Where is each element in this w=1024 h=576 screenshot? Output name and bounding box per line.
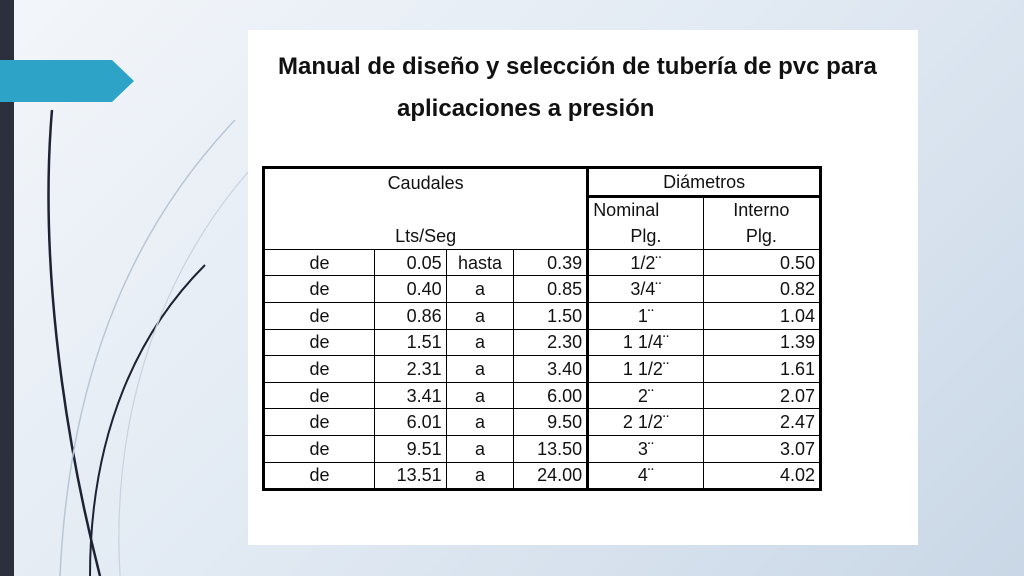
cell-de: de: [264, 356, 375, 383]
cell-nominal: 1 1/2¨: [588, 356, 703, 383]
cell-interno: 0.82: [703, 276, 820, 303]
table-row: [264, 409, 821, 436]
header-spacer: [264, 196, 588, 223]
cell-separator: a: [446, 462, 514, 490]
cell-from: 2.31: [374, 356, 446, 383]
cell-interno: 1.39: [703, 329, 820, 356]
cell-separator: a: [446, 382, 514, 409]
cell-from: 3.41: [374, 382, 446, 409]
cell-to: 2.30: [514, 329, 588, 356]
cell-to: 13.50: [514, 435, 588, 462]
cell-separator: a: [446, 329, 514, 356]
cell-from: 0.86: [374, 302, 446, 329]
header-nominal: Nominal: [588, 196, 703, 223]
cell-to: 9.50: [514, 409, 588, 436]
cell-separator: a: [446, 356, 514, 383]
pipe-sizing-table: [262, 166, 822, 491]
cell-nominal: 1 1/4¨: [588, 329, 703, 356]
cell-nominal: 1/2¨: [588, 249, 703, 276]
cell-interno: 2.47: [703, 409, 820, 436]
cell-from: 0.40: [374, 276, 446, 303]
table-row: [264, 276, 821, 303]
cell-to: 1.50: [514, 302, 588, 329]
cell-de: de: [264, 329, 375, 356]
cell-nominal: 2¨: [588, 382, 703, 409]
cell-de: de: [264, 409, 375, 436]
table-row: [264, 249, 821, 276]
header-unit-caudales: Lts/Seg: [264, 223, 588, 249]
cell-interno: 2.07: [703, 382, 820, 409]
cell-de: de: [264, 462, 375, 490]
header-unit-interno: Plg.: [703, 223, 820, 249]
table-row: [264, 356, 821, 383]
cell-interno: 3.07: [703, 435, 820, 462]
slide-title-line1: Manual de diseño y selección de tubería de pvc para: [278, 53, 877, 80]
cell-separator: hasta: [446, 249, 514, 276]
table-row: [264, 329, 821, 356]
slide-title-line2: aplicaciones a presión: [397, 95, 655, 122]
cell-de: de: [264, 435, 375, 462]
cell-from: 1.51: [374, 329, 446, 356]
cell-from: 6.01: [374, 409, 446, 436]
cell-nominal: 4¨: [588, 462, 703, 490]
cell-de: de: [264, 302, 375, 329]
cell-to: 0.85: [514, 276, 588, 303]
header-caudales: Caudales: [264, 168, 588, 197]
cell-from: 13.51: [374, 462, 446, 490]
cell-nominal: 2 1/2¨: [588, 409, 703, 436]
cell-separator: a: [446, 276, 514, 303]
cell-interno: 1.61: [703, 356, 820, 383]
table-row: [264, 382, 821, 409]
cell-to: 24.00: [514, 462, 588, 490]
cell-de: de: [264, 276, 375, 303]
cell-from: 9.51: [374, 435, 446, 462]
slide-content: [248, 30, 918, 545]
cell-to: 0.39: [514, 249, 588, 276]
cell-de: de: [264, 382, 375, 409]
cell-nominal: 1¨: [588, 302, 703, 329]
accent-arrow-tab: [0, 60, 134, 102]
cell-separator: a: [446, 409, 514, 436]
header-unit-nominal: Plg.: [588, 223, 703, 249]
header-interno: Interno: [703, 196, 820, 223]
cell-separator: a: [446, 302, 514, 329]
table-row: [264, 435, 821, 462]
cell-de: de: [264, 249, 375, 276]
table-row: [264, 302, 821, 329]
cell-to: 6.00: [514, 382, 588, 409]
cell-separator: a: [446, 435, 514, 462]
header-diametros: Diámetros: [588, 168, 821, 197]
table-row: [264, 462, 821, 490]
cell-nominal: 3/4¨: [588, 276, 703, 303]
cell-interno: 4.02: [703, 462, 820, 490]
cell-nominal: 3¨: [588, 435, 703, 462]
cell-interno: 0.50: [703, 249, 820, 276]
cell-interno: 1.04: [703, 302, 820, 329]
cell-to: 3.40: [514, 356, 588, 383]
cell-from: 0.05: [374, 249, 446, 276]
